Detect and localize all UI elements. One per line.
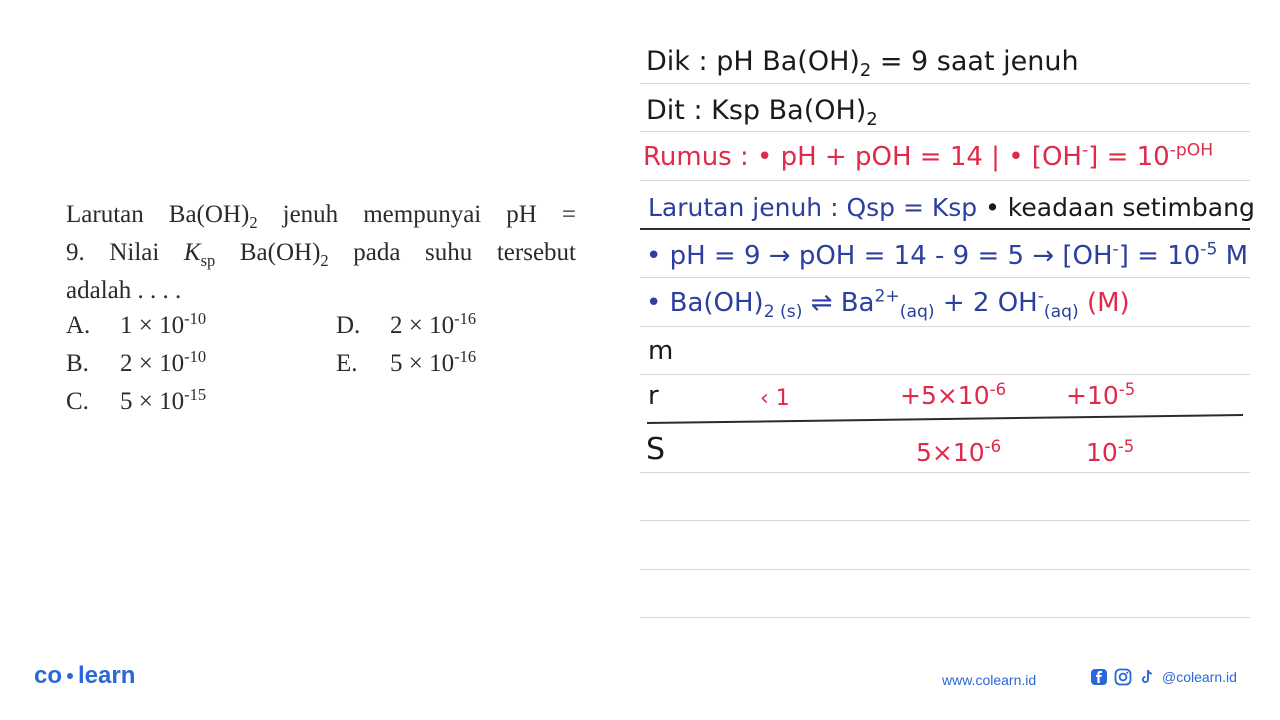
reaction-table-line — [645, 414, 1245, 428]
note-step-1: • pH = 9 → pOH = $14 - 9 = 5 \to [OH^-] = 10^{-5}$ M — [646, 239, 1249, 271]
colearn-logo: co learn — [34, 662, 136, 689]
row-label-r: r — [648, 381, 659, 411]
r-oh-value: $+10^{-5}$ — [1066, 379, 1136, 410]
website-link[interactable]: www.colearn.id — [942, 672, 1037, 688]
note-rumus: Rumus : • pH + pOH = 14 | • $[OH^-] = 10^{-pOH}$ — [643, 140, 1214, 172]
social-links — [1090, 668, 1237, 686]
ruled-line — [640, 374, 1250, 375]
option-a[interactable]: A. $1 \times 10^{-10}$ — [66, 308, 207, 339]
ruled-line — [640, 131, 1250, 132]
tiktok-icon[interactable] — [1138, 668, 1156, 686]
logo-dot — [67, 673, 73, 679]
ruled-line — [640, 569, 1250, 570]
row-label-m: m — [648, 336, 674, 366]
note-dit: Dit : Ksp $Ba(OH)_2$ — [646, 95, 878, 131]
ruled-line — [640, 180, 1250, 181]
ruled-line — [640, 326, 1250, 327]
s-ba-value: $5\times 10^{-6}$ — [916, 436, 1002, 467]
question-line-2: 9. Nilai $K_{sp}$ $Ba(OH)_2$ pada suhu tersebut — [66, 239, 576, 270]
ruled-line — [640, 83, 1250, 84]
facebook-icon[interactable] — [1090, 668, 1108, 686]
social-handle[interactable]: @colearn.id — [1162, 669, 1237, 685]
ruled-line — [640, 617, 1250, 618]
note-larutan-jenuh: Larutan jenuh : Qsp = Ksp • keadaan setimbang — [648, 193, 1255, 222]
r-tick-mark: ‹ 1 — [760, 386, 790, 411]
section-divider — [640, 228, 1250, 230]
s-oh-value: $10^{-5}$ — [1086, 436, 1135, 467]
question-line-3: adalah . . . . — [66, 277, 182, 304]
option-c[interactable]: C. $5 \times 10^{-15}$ — [66, 384, 207, 415]
instagram-icon[interactable] — [1114, 668, 1132, 686]
option-b[interactable]: B. $2 \times 10^{-10}$ — [66, 346, 207, 377]
ruled-line — [640, 472, 1250, 473]
note-step-2-reaction: • $Ba(OH)_{2 (s)}$ ⇌ $Ba^{2+}_{(aq)} + 2$ $OH^-_{(aq)}$ (M) — [646, 286, 1130, 322]
ruled-line — [640, 520, 1250, 521]
option-d[interactable]: D. $2 \times 10^{-16}$ — [336, 308, 477, 339]
ruled-line — [640, 277, 1250, 278]
question-line-1: Larutan $Ba(OH)_2$ jenuh mempunyai pH = — [66, 201, 577, 232]
question-text — [66, 196, 576, 310]
note-dik: Dik : pH $Ba(OH)_2 = 9$ saat jenuh — [646, 46, 1079, 82]
row-label-s: S — [646, 432, 666, 467]
option-e[interactable]: E. $5 \times 10^{-16}$ — [336, 346, 477, 377]
r-ba-value: $+5\times 10^{-6}$ — [900, 379, 1007, 410]
